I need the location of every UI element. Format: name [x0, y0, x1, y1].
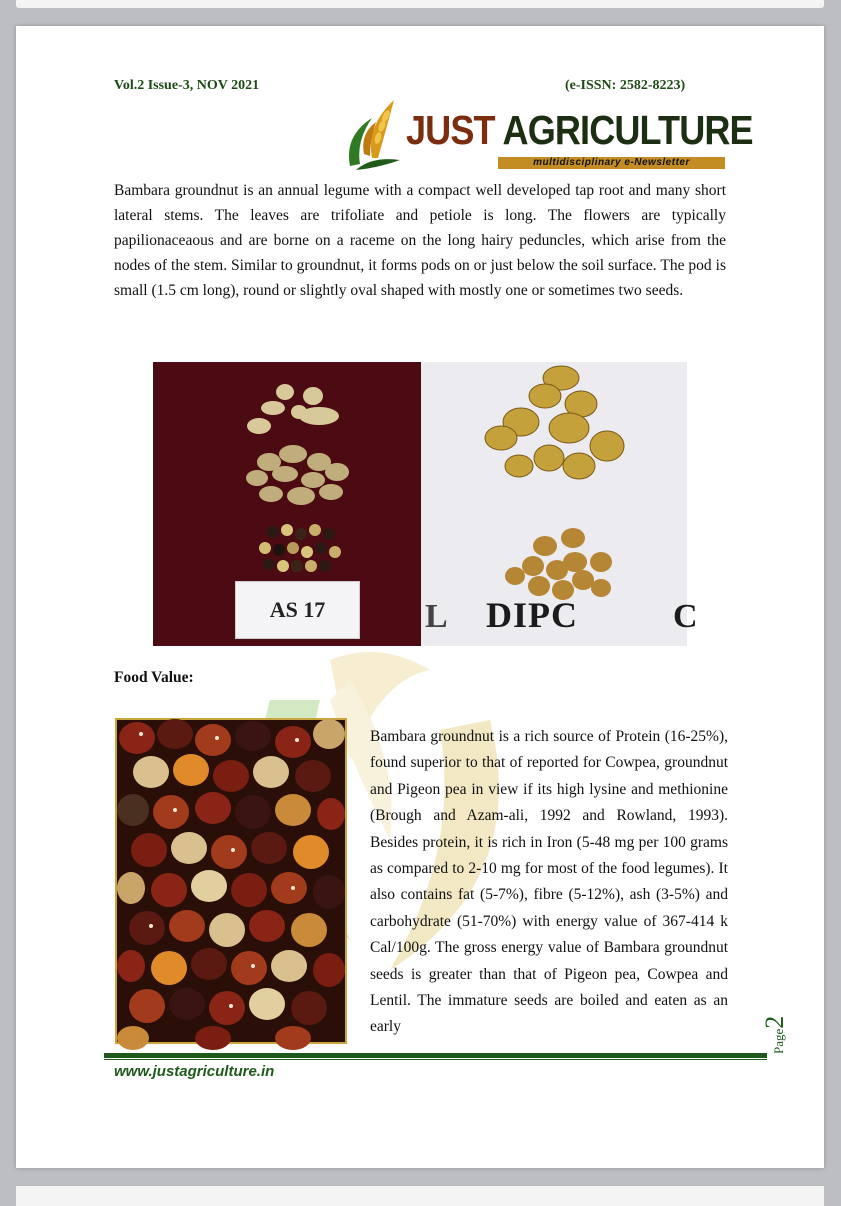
intro-paragraph: Bambara groundnut is an annual legume with a compact well developed tap root and many short lateral stems. The leaves are trifoliate and petiole is long. The flowers are typically papilionaceaous and are borne on a raceme on the long hairy peduncles, which arise from the nodes of the stem. Similar to groundnut, it forms pods on or just below the soil surface. The pod is small (1.5 cm long), round or slightly oval shaped with mostly one or sometimes two seeds.: [114, 182, 726, 299]
seed-sample-photo-as17: [153, 362, 421, 646]
logo-tagline: multidisciplinary e-Newsletter: [498, 157, 725, 169]
section-heading-food-value: Food Value:: [114, 669, 194, 686]
leaf-emblem-icon: [342, 96, 406, 176]
cropped-label-left: L: [425, 598, 448, 635]
page-digit: 2: [760, 1015, 789, 1029]
footer-divider: [104, 1053, 767, 1058]
logo-word-agriculture: AGRICULTURE: [502, 107, 753, 153]
footer-website: www.justagriculture.in: [114, 1063, 275, 1080]
mixed-seeds-photo: [115, 718, 347, 1044]
cropped-label-right: C: [673, 598, 698, 635]
next-page-edge: [16, 1186, 824, 1206]
issn-info: (e-ISSN: 2582-8223): [565, 78, 686, 93]
footer-divider-thin: [104, 1059, 767, 1060]
logo-title: [406, 107, 753, 153]
logo-word-just: JUST: [406, 107, 495, 153]
previous-page-edge: [16, 0, 824, 8]
sample-label-as17: AS 17: [235, 581, 360, 639]
just-agriculture-logo: [342, 96, 753, 176]
page-word: Page: [771, 1028, 786, 1054]
seed-sample-photo-dipc: [421, 362, 698, 646]
sample-label-dipc: DIPC: [486, 595, 578, 635]
issue-info: Vol.2 Issue-3, NOV 2021: [114, 78, 260, 93]
page-number: [760, 1016, 790, 1054]
food-value-paragraph: Bambara groundnut is a rich source of Protein (16-25%), found superior to that of reported for Cowpea, groundnut and Pigeon pea in view if its high lysine and methionine (Brough and Azam-ali, 1992 and Rowland, 1993). Besides protein, it is rich in Iron (5-48 mg per 100 grams as compared to 2-10 mg for most of the food legumes). It also contains fat (5-7%), fibre (5-12%), ash (3-5%) and carbohydrate (51-70%) with energy value of 367-414 k Cal/100g. The gross energy value of Bambara groundnut seeds is greater than that of Pigeon pea, Cowpea and Lentil. The immature seeds are boiled and eaten as an early: [370, 728, 728, 1036]
